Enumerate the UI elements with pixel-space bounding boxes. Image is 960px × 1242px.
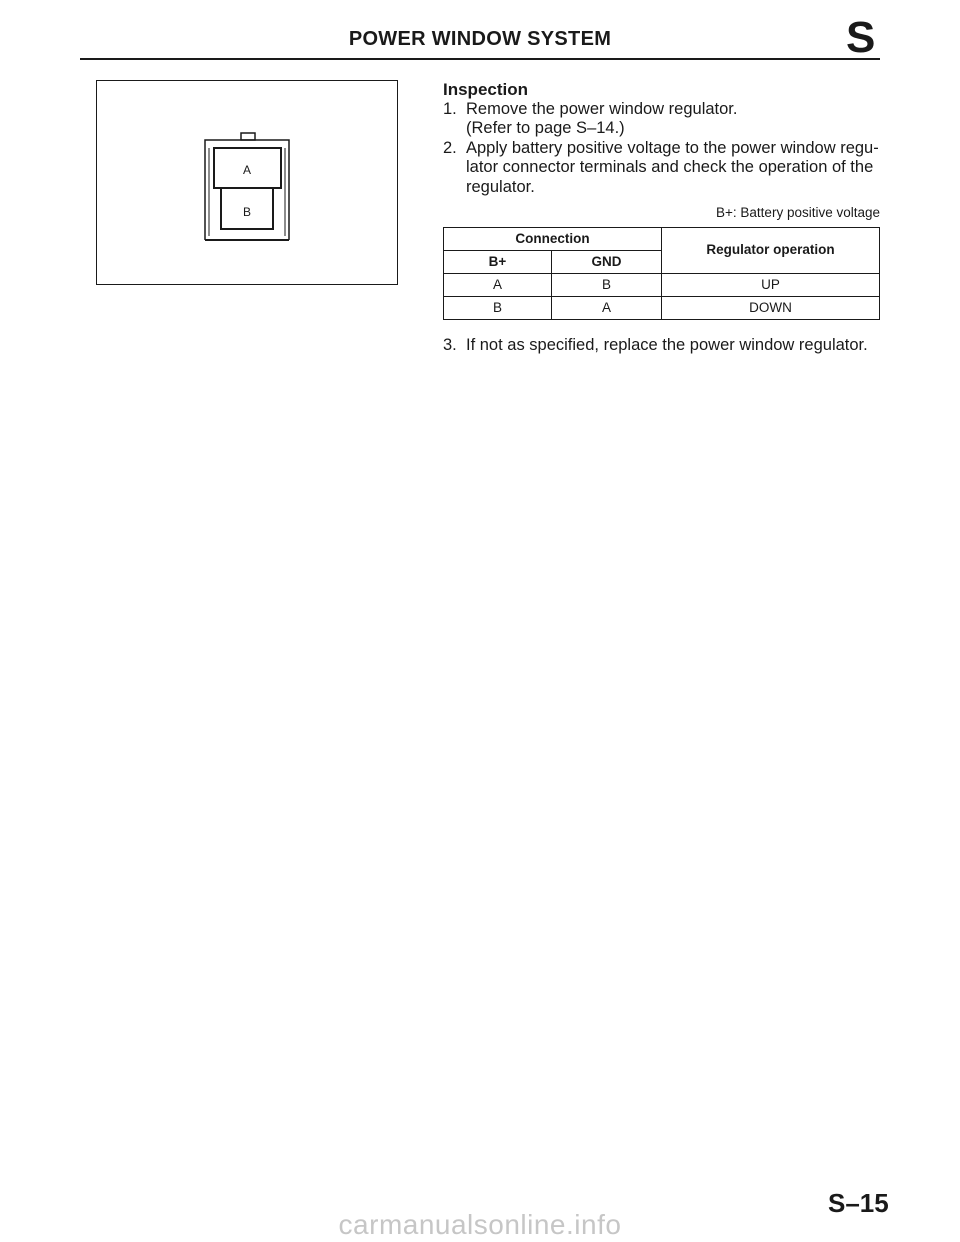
step-line: lator connector terminals and check the operation of the [466, 158, 874, 176]
bplus-header: B+ [444, 250, 552, 273]
terminal-a-label: A [242, 163, 252, 177]
operation-table [443, 227, 880, 320]
step-1 [443, 100, 883, 139]
step-line: If not as specified, replace the power window regulator. [466, 335, 868, 354]
table-row [444, 273, 880, 296]
connector-diagram [97, 81, 399, 286]
table-cell-operation: DOWN [662, 296, 880, 319]
table-cell-bplus: A [444, 273, 552, 296]
table-cell-operation: UP [662, 273, 880, 296]
inspection-heading: Inspection [443, 80, 529, 99]
step-number: 2. [443, 138, 457, 157]
step-number: 1. [443, 99, 457, 118]
connector-housing [205, 140, 289, 240]
section-letter: S [846, 13, 876, 62]
table-row [444, 296, 880, 319]
step-3 [443, 336, 883, 356]
regulator-operation-header: Regulator operation [662, 227, 880, 273]
watermark: carmanualsonline.info [338, 1209, 622, 1240]
table-cell-bplus: B [444, 296, 552, 319]
terminal-b-label: B [242, 205, 252, 219]
step-line: Apply battery positive voltage to the power window regu- [466, 138, 879, 157]
gnd-header: GND [552, 250, 662, 273]
step-2 [443, 139, 883, 198]
step-number: 3. [443, 335, 457, 354]
step-line: Remove the power window regulator. [466, 99, 738, 118]
connector-figure [96, 80, 398, 285]
table-cell-gnd: B [552, 273, 662, 296]
table-cell-gnd: A [552, 296, 662, 319]
step-line: regulator. [466, 177, 535, 196]
step-line: (Refer to page S–14.) [466, 119, 625, 137]
header-rule [80, 58, 880, 60]
page-title: POWER WINDOW SYSTEM [348, 28, 612, 50]
abbreviation-note: B+: Battery positive voltage [716, 205, 880, 220]
connection-header: Connection [444, 227, 662, 250]
connector-latch [241, 133, 255, 140]
inspection-section [443, 80, 883, 355]
page-number: S–15 [828, 1188, 889, 1218]
